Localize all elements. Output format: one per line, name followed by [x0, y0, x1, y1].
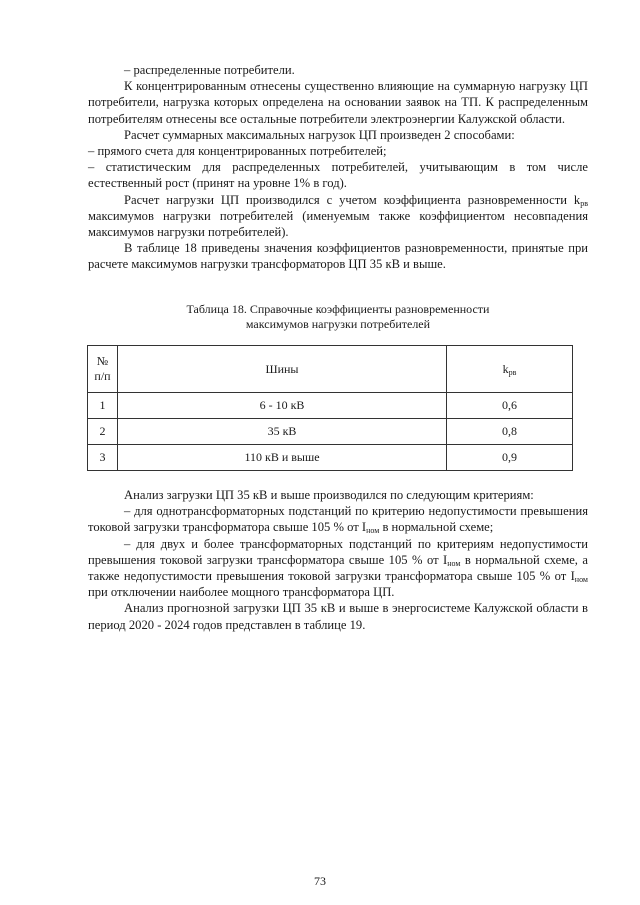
coefficient-table — [87, 345, 573, 471]
header-coefficient: $k_{рв}$ — [447, 346, 573, 393]
page-number: 73 — [314, 874, 326, 888]
cell-bus: 6 - 10 кВ — [118, 393, 447, 419]
paragraph-concentrated: К концентрированным отнесены существенно влияющие на суммарную нагрузку ЦП потребители, нагрузка которых определена на основании заявок на ТП. К распределенным потребителям отнесены все остальные потребители электроэнергии Калужской области. — [88, 79, 588, 126]
paragraph-calc-methods: Расчет суммарных максимальных нагрузок ЦП произведен 2 способами: — [124, 127, 515, 142]
table-header-row — [88, 346, 573, 393]
table-row — [88, 445, 573, 471]
header-num: № п/п — [88, 346, 118, 393]
cell-bus: 35 кВ — [118, 419, 447, 445]
table-caption-line2: максимумов нагрузки потребителей — [245, 317, 431, 331]
paragraph-single-transformer: – для однотрансформаторных подстанций по критерию недопустимости превышения токовой загрузки трансформатора свыше 105 % от $I_{ном}$ в нормальной схеме; — [88, 504, 588, 536]
text-section-top — [88, 62, 588, 273]
cell-bus: 110 кВ и выше — [118, 445, 447, 471]
cell-num: 3 — [88, 445, 118, 471]
text-section-bottom — [88, 487, 588, 633]
table-row — [88, 393, 573, 419]
paragraph-analysis-criteria: Анализ загрузки ЦП 35 кВ и выше производился по следующим критериям: — [124, 488, 534, 502]
cell-coefficient: 0,9 — [447, 445, 573, 471]
paragraph-table-ref: В таблице 18 приведены значения коэффициентов разновременности, принятые при расчете максимумов нагрузки трансформаторов ЦП 35 кВ и выше. — [88, 241, 588, 272]
paragraph-statistical: – статистическим для распределенных потребителей, учитывающим в том числе естественный рост (принят на уровне 1% в год). — [88, 160, 588, 191]
cell-num: 1 — [88, 393, 118, 419]
paragraph-coefficient: Расчет нагрузки ЦП производился с учетом коэффициента разновременности $k_{рв}$ максимумов нагрузки потребителей (именуемым также коэффициентом несовпадения максимумов нагрузки потребителей). — [88, 192, 588, 240]
cell-coefficient: 0,8 — [447, 419, 573, 445]
paragraph-distributed: – распределенные потребители. — [124, 63, 295, 77]
cell-coefficient: 0,6 — [447, 393, 573, 419]
paragraph-multi-transformer: – для двух и более трансформаторных подстанций по критериям недопустимости превышения токовой загрузки трансформатора свыше 105 % от $I_{ном}$ в нормальной схеме, а также недопустимости превышения токовой загрузки трансформатора свыше 105 % от $I_{ном}$ при отключении наиболее мощного трансформатора ЦП. — [88, 536, 588, 600]
table-row — [88, 419, 573, 445]
paragraph-direct-count: – прямого счета для концентрированных потребителей; — [88, 144, 387, 159]
cell-num: 2 — [88, 419, 118, 445]
header-bus: Шины — [118, 346, 447, 393]
table-caption-line1: Таблица 18. Справочные коэффициенты разновременности — [186, 302, 490, 316]
table-caption — [88, 302, 588, 332]
paragraph-forecast: Анализ прогнозной загрузки ЦП 35 кВ и выше в энергосистеме Калужской области в период 2020 - 2024 годов представлен в таблице 19. — [88, 601, 588, 632]
